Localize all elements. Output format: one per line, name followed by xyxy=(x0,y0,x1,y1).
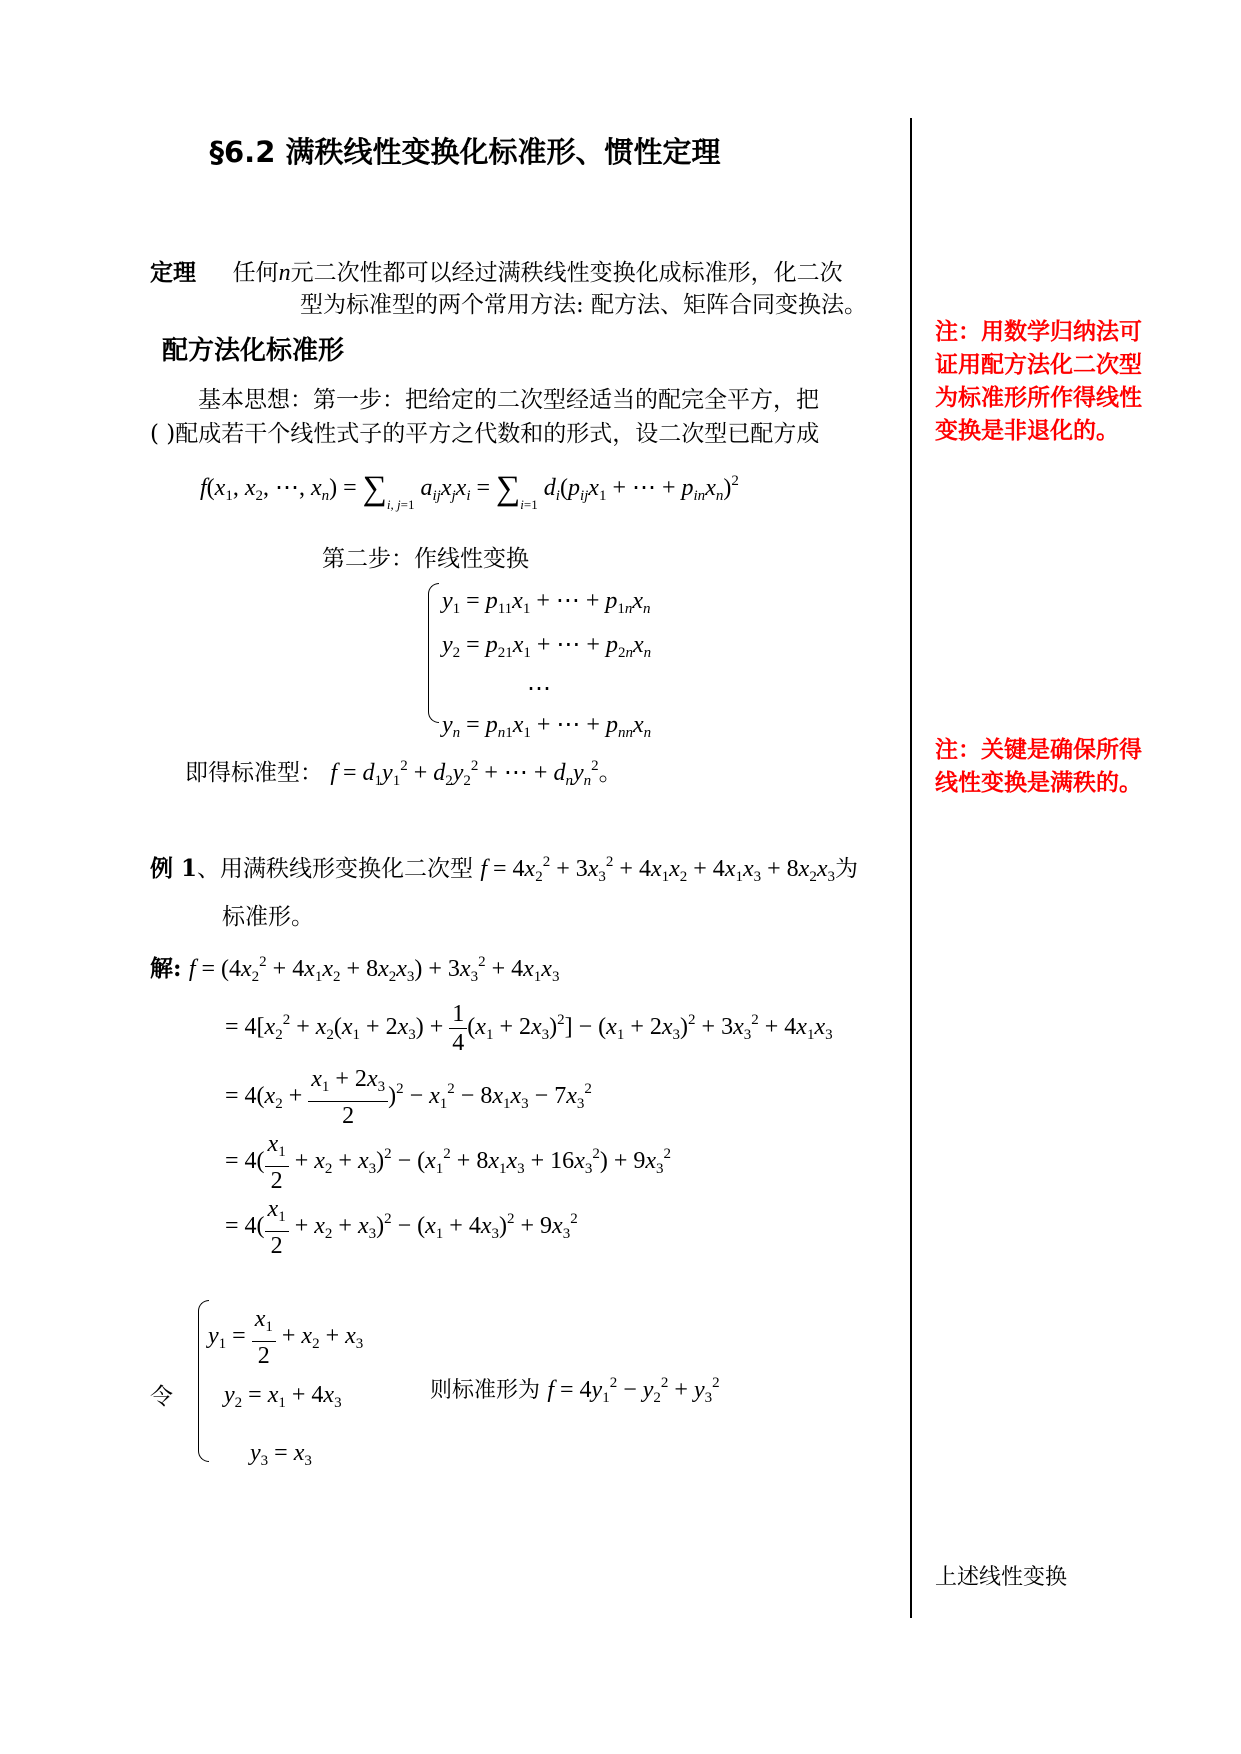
margin-note-footer: 上述线性变换 xyxy=(935,1565,1068,1590)
page-title: §6.2 满秩线性变换化标准形、惯性定理 xyxy=(209,135,721,169)
basic-idea-line2: ( )配成若干个线性式子的平方之代数和的形式，设二次型已配方成 xyxy=(150,421,820,447)
left-brace xyxy=(428,583,439,723)
theorem-n: n xyxy=(278,260,291,286)
example1: 例 1、用满秩线形变换化二次型 $f = 4x_2^2 + 3x_3^2 + 4x_1x_2 + 4x_1x_3 + 8x_2x_3$为 xyxy=(150,854,858,885)
step2: 第二步：作线性变换 xyxy=(322,546,529,572)
solution-line2: = $4[x_2^2 + x_2(x_1 + 2x_3)$ + $\frac{1}{4}$ $(x_1 + 2x_3)^2] - (x_1 + 2x_3)^2 + 3x_3^2 + 4x_1x_3$ xyxy=(225,1001,833,1056)
let-label: 令 xyxy=(150,1384,173,1410)
margin-divider xyxy=(910,118,912,1618)
example1-text: 、用满秩线形变换化二次型 xyxy=(197,856,474,882)
theorem-line2: 型为标准型的两个常用方法: 配方法、矩阵合同变换法。 xyxy=(300,292,868,318)
theorem-line1: 元二次性都可以经过满秩线性变换化成标准形，化二次 xyxy=(290,260,843,286)
margin-note-2: 注：关键是确保所得线性变换是满秩的。 xyxy=(935,737,1142,796)
sum-formula: $f(x_1$, $x_2$, ⋯, $x_n) = \sum_{i, j=1}$ $a_{ij}x_jx_i = \sum_{i=1}$ $d_i(p_{ij}x_1$ + ⋯ + $p_{in}x_n)^2$ xyxy=(200,470,739,512)
example1-suffix: 为 xyxy=(834,856,858,882)
solution-line4: = 4( $\frac{x_1}{2}$ + $x_2 + x_3)^2 - (x_1^2 + 8x_1x_3 + 16x_3^2) + 9x_3^2$ xyxy=(225,1131,672,1194)
solution-line3: = $4(x_2$ + $\frac{x_1 + 2x_3}{2}$ )$^2 - x_1^2 - 8x_1x_3 - 7x_3^2$ xyxy=(225,1066,592,1129)
solution-label: 解: xyxy=(150,955,182,982)
section-heading: 配方法化标准形 xyxy=(162,336,345,366)
then-label: 则标准形为 xyxy=(430,1378,541,1403)
theorem-prefix: 任何 xyxy=(232,260,279,286)
solution-line5: = 4( $\frac{x_1}{2}$ + $x_2 + x_3)^2 - (x_1 + 4x_3)^2 + 9x_3^2$ xyxy=(225,1196,578,1259)
standard-form: 即得标准型： $f = d_1y_1^2 + d_2y_2^2$ + ⋯ + $d_ny_n^2$。 xyxy=(185,758,623,789)
let-system: $y_1$ = $\frac{x_1}{2}$ + $x_2 + x_3$ $y_2 = x_1 + 4x_3$ $y_3 = x_3$ xyxy=(208,1306,364,1469)
example1-line2: 标准形。 xyxy=(222,904,314,930)
then-standard-form: 则标准形为 $f = 4y_1^2 - y_2^2 + y_3^2$ xyxy=(430,1375,720,1406)
example1-label: 例 1 xyxy=(150,855,198,882)
margin-note-1: 注：用数学归纳法可证用配方法化二次型为标准形所作得线性变换是非退化的。 xyxy=(935,319,1142,444)
standard-form-label: 即得标准型： xyxy=(185,760,323,786)
solution-line1: 解: $f = (4x_2^2 + 4x_1x_2 + 8x_2x_3) + 3x_3^2 + 4x_1x_3$ xyxy=(150,954,560,985)
transform-system: $y_1 = p_{11}x_1$ + ⋯ + $p_{1n}x_n$ $y_2 = p_{21}x_1$ + ⋯ + $p_{2n}x_n$ ⋯ $y_n = p_{n1}x_1$ + ⋯ + $p_{nn}x_n$ xyxy=(442,588,652,741)
theorem-block xyxy=(150,254,843,287)
theorem-label: 定理 xyxy=(150,259,196,286)
basic-idea-line1: 基本思想：第一步：把给定的二次型经适当的配完全平方，把 xyxy=(198,387,819,413)
